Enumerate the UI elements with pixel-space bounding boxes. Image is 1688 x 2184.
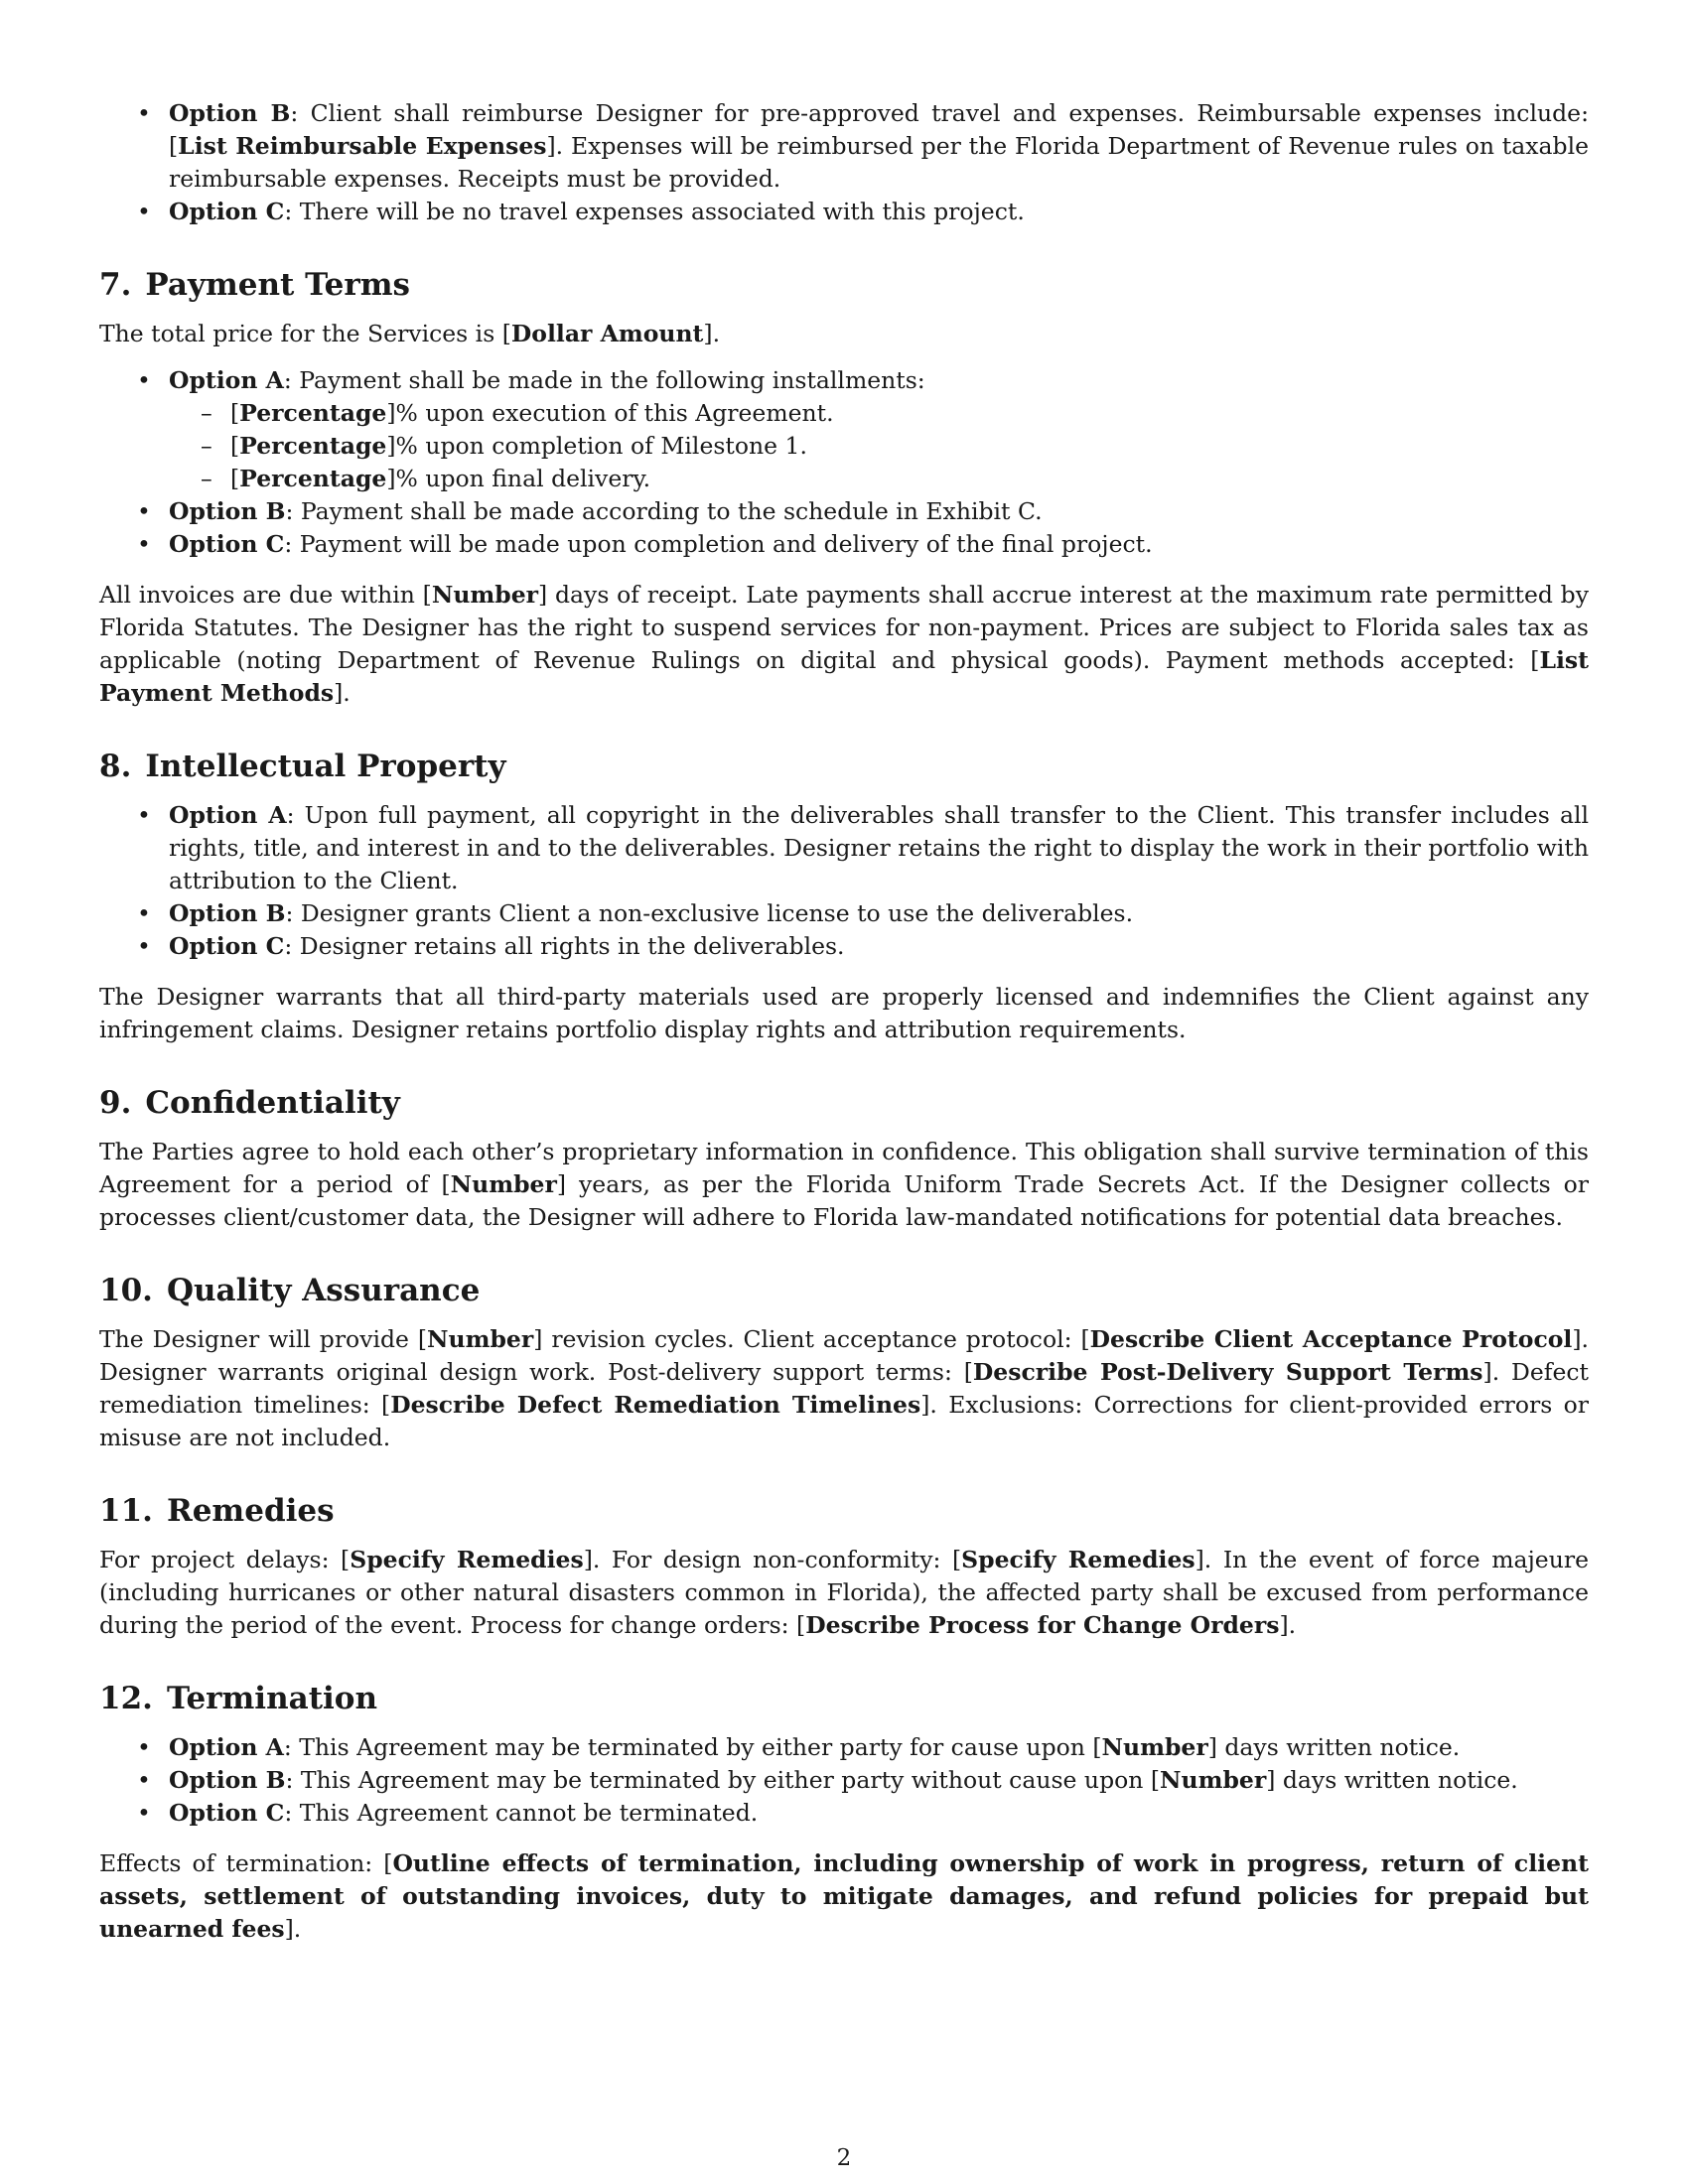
option-label: Option B [169, 497, 286, 525]
option-label: Option A [169, 366, 284, 394]
placeholder: Percentage [239, 432, 387, 460]
option-label: Option A [169, 1733, 284, 1761]
option-label: Option B [169, 899, 286, 927]
installment-list [169, 397, 1589, 495]
placeholder: List Payment Methods [99, 646, 1589, 707]
paragraph: The Designer warrants that all third-party materials used are properly licensed and indemnifies the Client against any infringement claims. Designer retains portfolio display rights and attribution requirements. [99, 983, 1589, 1043]
paragraph: All invoices are due within [Number] days of receipt. Late payments shall accrue interest at the maximum rate permitted by Florida Statutes. The Designer has the right to suspend services for non-payment. Prices are subject to Florida sales tax as applicable (noting Department of Revenue Rulings on digital and physical goods). Payment methods accepted: [List Payment Methods]. [99, 581, 1589, 707]
placeholder: Describe Post-Delivery Support Terms [972, 1358, 1483, 1386]
placeholder: Dollar Amount [510, 320, 704, 347]
option-label: Option C [169, 1799, 285, 1827]
page-number: 2 [836, 2145, 852, 2171]
option-label: Option A [169, 801, 287, 829]
placeholder: Specify Remedies [350, 1546, 584, 1573]
section-heading-remedies: 11. Remedies [99, 1493, 335, 1529]
list-item: • Option B: Payment shall be made according to the schedule in Exhibit C. [99, 495, 1589, 528]
list-item: • Option A: This Agreement may be terminated by either party for cause upon [Number] days written notice. [99, 1731, 1589, 1764]
option-label: Option C [169, 932, 285, 960]
list-item: • Option B: This Agreement may be terminated by either party without cause upon [Number] days written notice. [99, 1764, 1589, 1797]
placeholder: Outline effects of termination, including ownership of work in progress, return of client assets, settlement of outstanding invoices, duty to mitigate damages, and refund policies for prepaid but unearned fees [99, 1849, 1589, 1943]
placeholder: Number [431, 581, 539, 609]
section-heading-intellectual-property: 8. Intellectual Property [99, 749, 506, 784]
option-label: Option B [169, 1766, 286, 1794]
paragraph: The Designer will provide [Number] revision cycles. Client acceptance protocol: [Describe Client Acceptance Protocol]. Designer warrants original design work. Post-delivery support terms: [Describe Post-Delivery Support Terms]. Defect remediation timelines: [Describe Defect Remediation Timelines]. Exclusions: Corrections for client-provided errors or misuse are not included. [99, 1325, 1589, 1451]
termination-options [99, 1731, 1589, 1830]
option-label: Option C [169, 198, 285, 225]
list-item: – [Percentage]% upon completion of Milestone 1. [169, 430, 1589, 463]
list-item: • Option A: Payment shall be made in the following installments: – [Percentage]% upon execution of this Agreement. – [Percentage]% upon completion of Milestone 1. – [Percentage]% upon final delivery. [99, 364, 1589, 495]
placeholder: List Reimbursable Expenses [178, 132, 547, 160]
placeholder: Percentage [239, 399, 387, 427]
list-item: • Option C: This Agreement cannot be terminated. [99, 1797, 1589, 1830]
section-heading-confidentiality: 9. Confidentiality [99, 1085, 400, 1121]
placeholder: Number [427, 1325, 534, 1353]
placeholder: Number [450, 1170, 557, 1198]
list-item: – [Percentage]% upon execution of this Agreement. [169, 397, 1589, 430]
paragraph: The total price for the Services is [Dollar Amount]. [99, 320, 721, 347]
placeholder: Describe Defect Remediation Timelines [390, 1391, 921, 1419]
list-item: – [Percentage]% upon final delivery. [169, 463, 1589, 495]
section-heading-payment-terms: 7. Payment Terms [99, 267, 410, 303]
travel-expense-options [99, 97, 1589, 228]
list-item: • Option C: There will be no travel expenses associated with this project. [99, 196, 1589, 228]
payment-options [99, 364, 1589, 561]
section-heading-termination: 12. Termination [99, 1681, 378, 1716]
section-heading-quality-assurance: 10. Quality Assurance [99, 1273, 481, 1308]
paragraph: The Parties agree to hold each other’s proprietary information in confidence. This obligation shall survive termination of this Agreement for a period of [Number] years, as per the Florida Uniform Trade Secrets Act. If the Designer collects or processes client/customer data, the Designer will adhere to Florida law-mandated notifications for potential data breaches. [99, 1138, 1589, 1231]
placeholder: Number [1101, 1733, 1208, 1761]
ip-options [99, 799, 1589, 963]
option-label: Option B [169, 99, 291, 127]
placeholder: Describe Client Acceptance Protocol [1089, 1325, 1573, 1353]
paragraph: Effects of termination: [Outline effects of termination, including ownership of work in progress, return of client assets, settlement of outstanding invoices, duty to mitigate damages, and refund policies for prepaid but unearned fees]. [99, 1849, 1589, 1943]
placeholder: Describe Process for Change Orders [805, 1611, 1280, 1639]
list-item: • Option C: Designer retains all rights in the deliverables. [99, 930, 1589, 963]
option-label: Option C [169, 530, 285, 558]
placeholder: Number [1160, 1766, 1267, 1794]
list-item: • Option C: Payment will be made upon completion and delivery of the final project. [99, 528, 1589, 561]
paragraph: For project delays: [Specify Remedies]. For design non-conformity: [Specify Remedies]. In the event of force majeure (including hurricanes or other natural disasters common in Florida), the affected party shall be excused from performance during the period of the event. Process for change orders: [Describe Process for Change Orders]. [99, 1546, 1589, 1639]
list-item: • Option B: Designer grants Client a non-exclusive license to use the deliverables. [99, 897, 1589, 930]
placeholder: Specify Remedies [961, 1546, 1196, 1573]
list-item: • Option A: Upon full payment, all copyright in the deliverables shall transfer to the Client. This transfer includes all rights, title, and interest in and to the deliverables. Designer retains the right to display the work in their portfolio with attribution to the Client. [99, 799, 1589, 897]
list-item: • Option B: Client shall reimburse Designer for pre-approved travel and expenses. Reimbursable expenses include: [List Reimbursable Expenses]. Expenses will be reimbursed per the Florida Department of Revenue rules on taxable reimbursable expenses. Receipts must be provided. [99, 97, 1589, 196]
placeholder: Percentage [239, 465, 387, 492]
